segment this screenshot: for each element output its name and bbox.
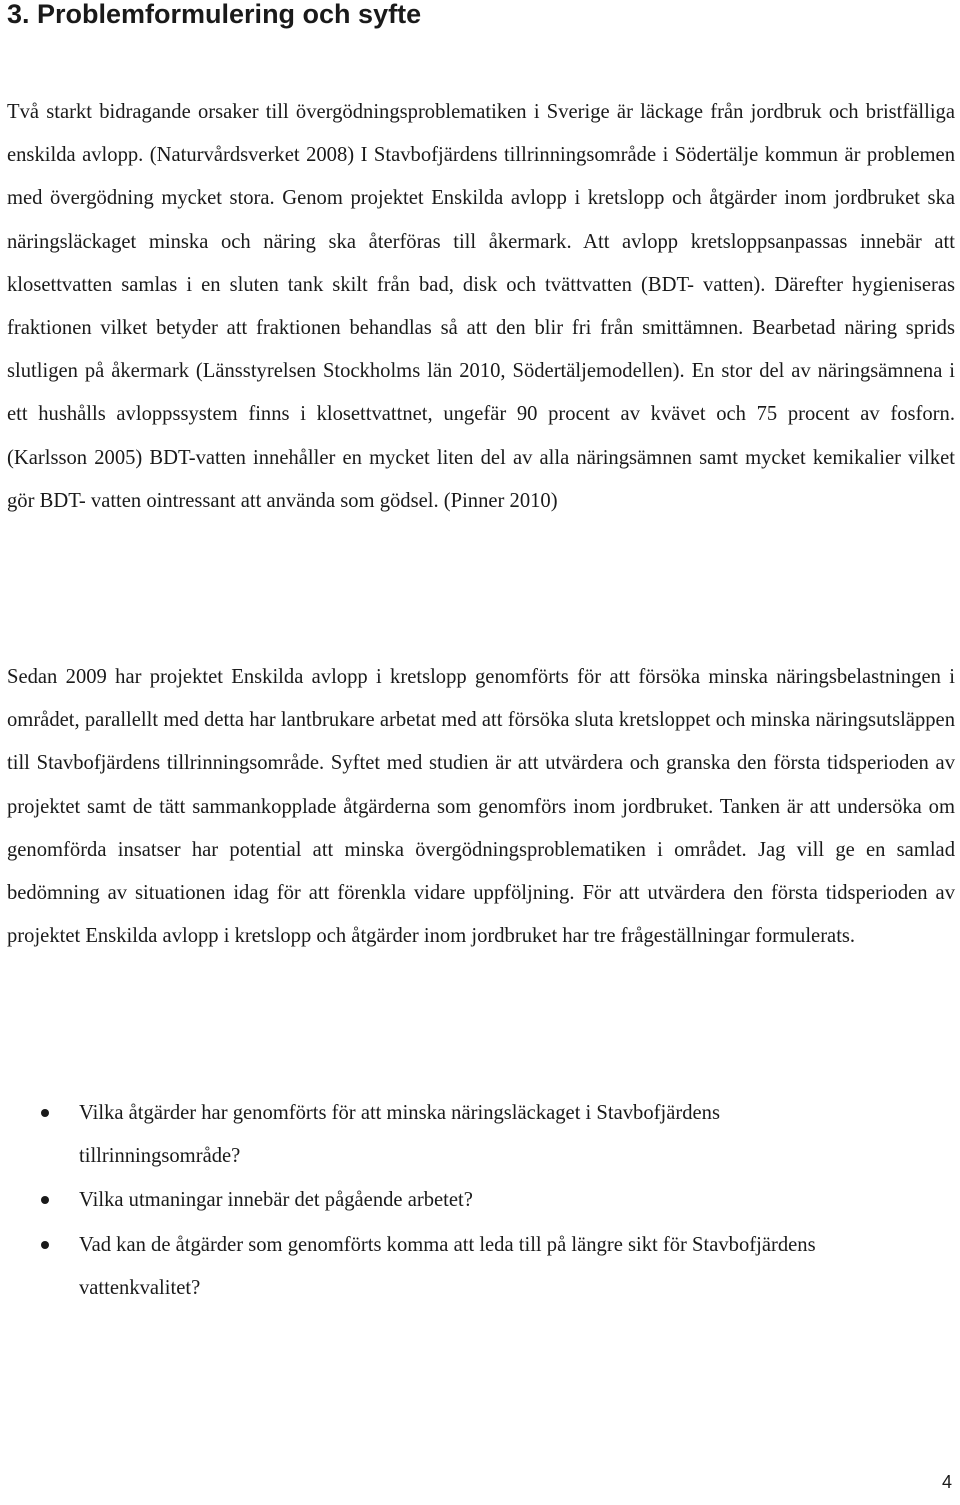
bullet-icon: [41, 1109, 49, 1117]
list-item-text: Vad kan de åtgärder som genomförts komma att leda till på längre sikt för Stavbofjärdens vattenkvalitet?: [79, 1233, 816, 1299]
list-item: [0, 1179, 879, 1222]
section-heading: 3. Problemformulering och syfte: [7, 0, 422, 29]
page-number: 4: [941, 1472, 952, 1492]
bullet-icon: [41, 1241, 49, 1249]
list-item: [0, 1092, 879, 1178]
list-item-text: Vilka utmaningar innebär det pågående arbetet?: [79, 1189, 473, 1212]
bullet-icon: [41, 1196, 49, 1204]
research-questions-list: [0, 1092, 960, 1311]
list-item-text: Vilka åtgärder har genomförts för att minska näringsläckaget i Stavbofjärdens tillrinningsområde?: [79, 1102, 720, 1168]
paragraph-purpose: Sedan 2009 har projektet Enskilda avlopp i kretslopp genomförts för att försöka minska näringsbelastningen i området, parallellt med detta har lantbrukare arbetat med att försöka sluta kretsloppet och minska näringsutsläppen till Stavbofjärdens tillrinningsområde. Syftet med studien är att utvärdera och granska den första tidsperioden av projektet samt de tätt sammankopplade åtgärderna som genomförs inom jordbruket. Tanken är att undersöka om genomförda insatser har potential att minska övergödningsproblematiken i området. Jag vill ge en samlad bedömning av situationen idag för att förenkla vidare uppföljning. För att utvärdera den första tidsperioden av projektet Enskilda avlopp i kretslopp och åtgärder inom jordbruket har tre frågeställningar formulerats.: [7, 666, 955, 948]
paragraph-background: Två starkt bidragande orsaker till övergödningsproblematiken i Sverige är läckage från jordbruk och bristfälliga enskilda avlopp. (Naturvårdsverket 2008) I Stavbofjärdens tillrinningsområde i Södertälje kommun är problemen med övergödning mycket stora. Genom projektet Enskilda avlopp i kretslopp och åtgärder inom jordbruket ska näringsläckaget minska och näring ska återföras till åkermark. Att avlopp kretsloppsanpassas innebär att klosettvatten samlas i en sluten tank skilt från bad, disk och tvättvatten (BDT- vatten). Därefter hygieniseras fraktionen vilket betyder att fraktionen behandlas så att den blir fri från smittämnen. Bearbetad näring sprids slutligen på åkermark (Länsstyrelsen Stockholms län 2010, Södertäljemodellen). En stor del av näringsämnena i ett hushålls avloppssystem finns i klosettvattnet, ungefär 90 procent av kvävet och 75 procent av fosforn. (Karlsson 2005) BDT-vatten innehåller en mycket liten del av alla näringsämnen samt mycket kemikalier vilket gör BDT- vatten ointressant att använda som gödsel. (Pinner 2010): [7, 101, 955, 512]
list-item: [0, 1224, 879, 1310]
